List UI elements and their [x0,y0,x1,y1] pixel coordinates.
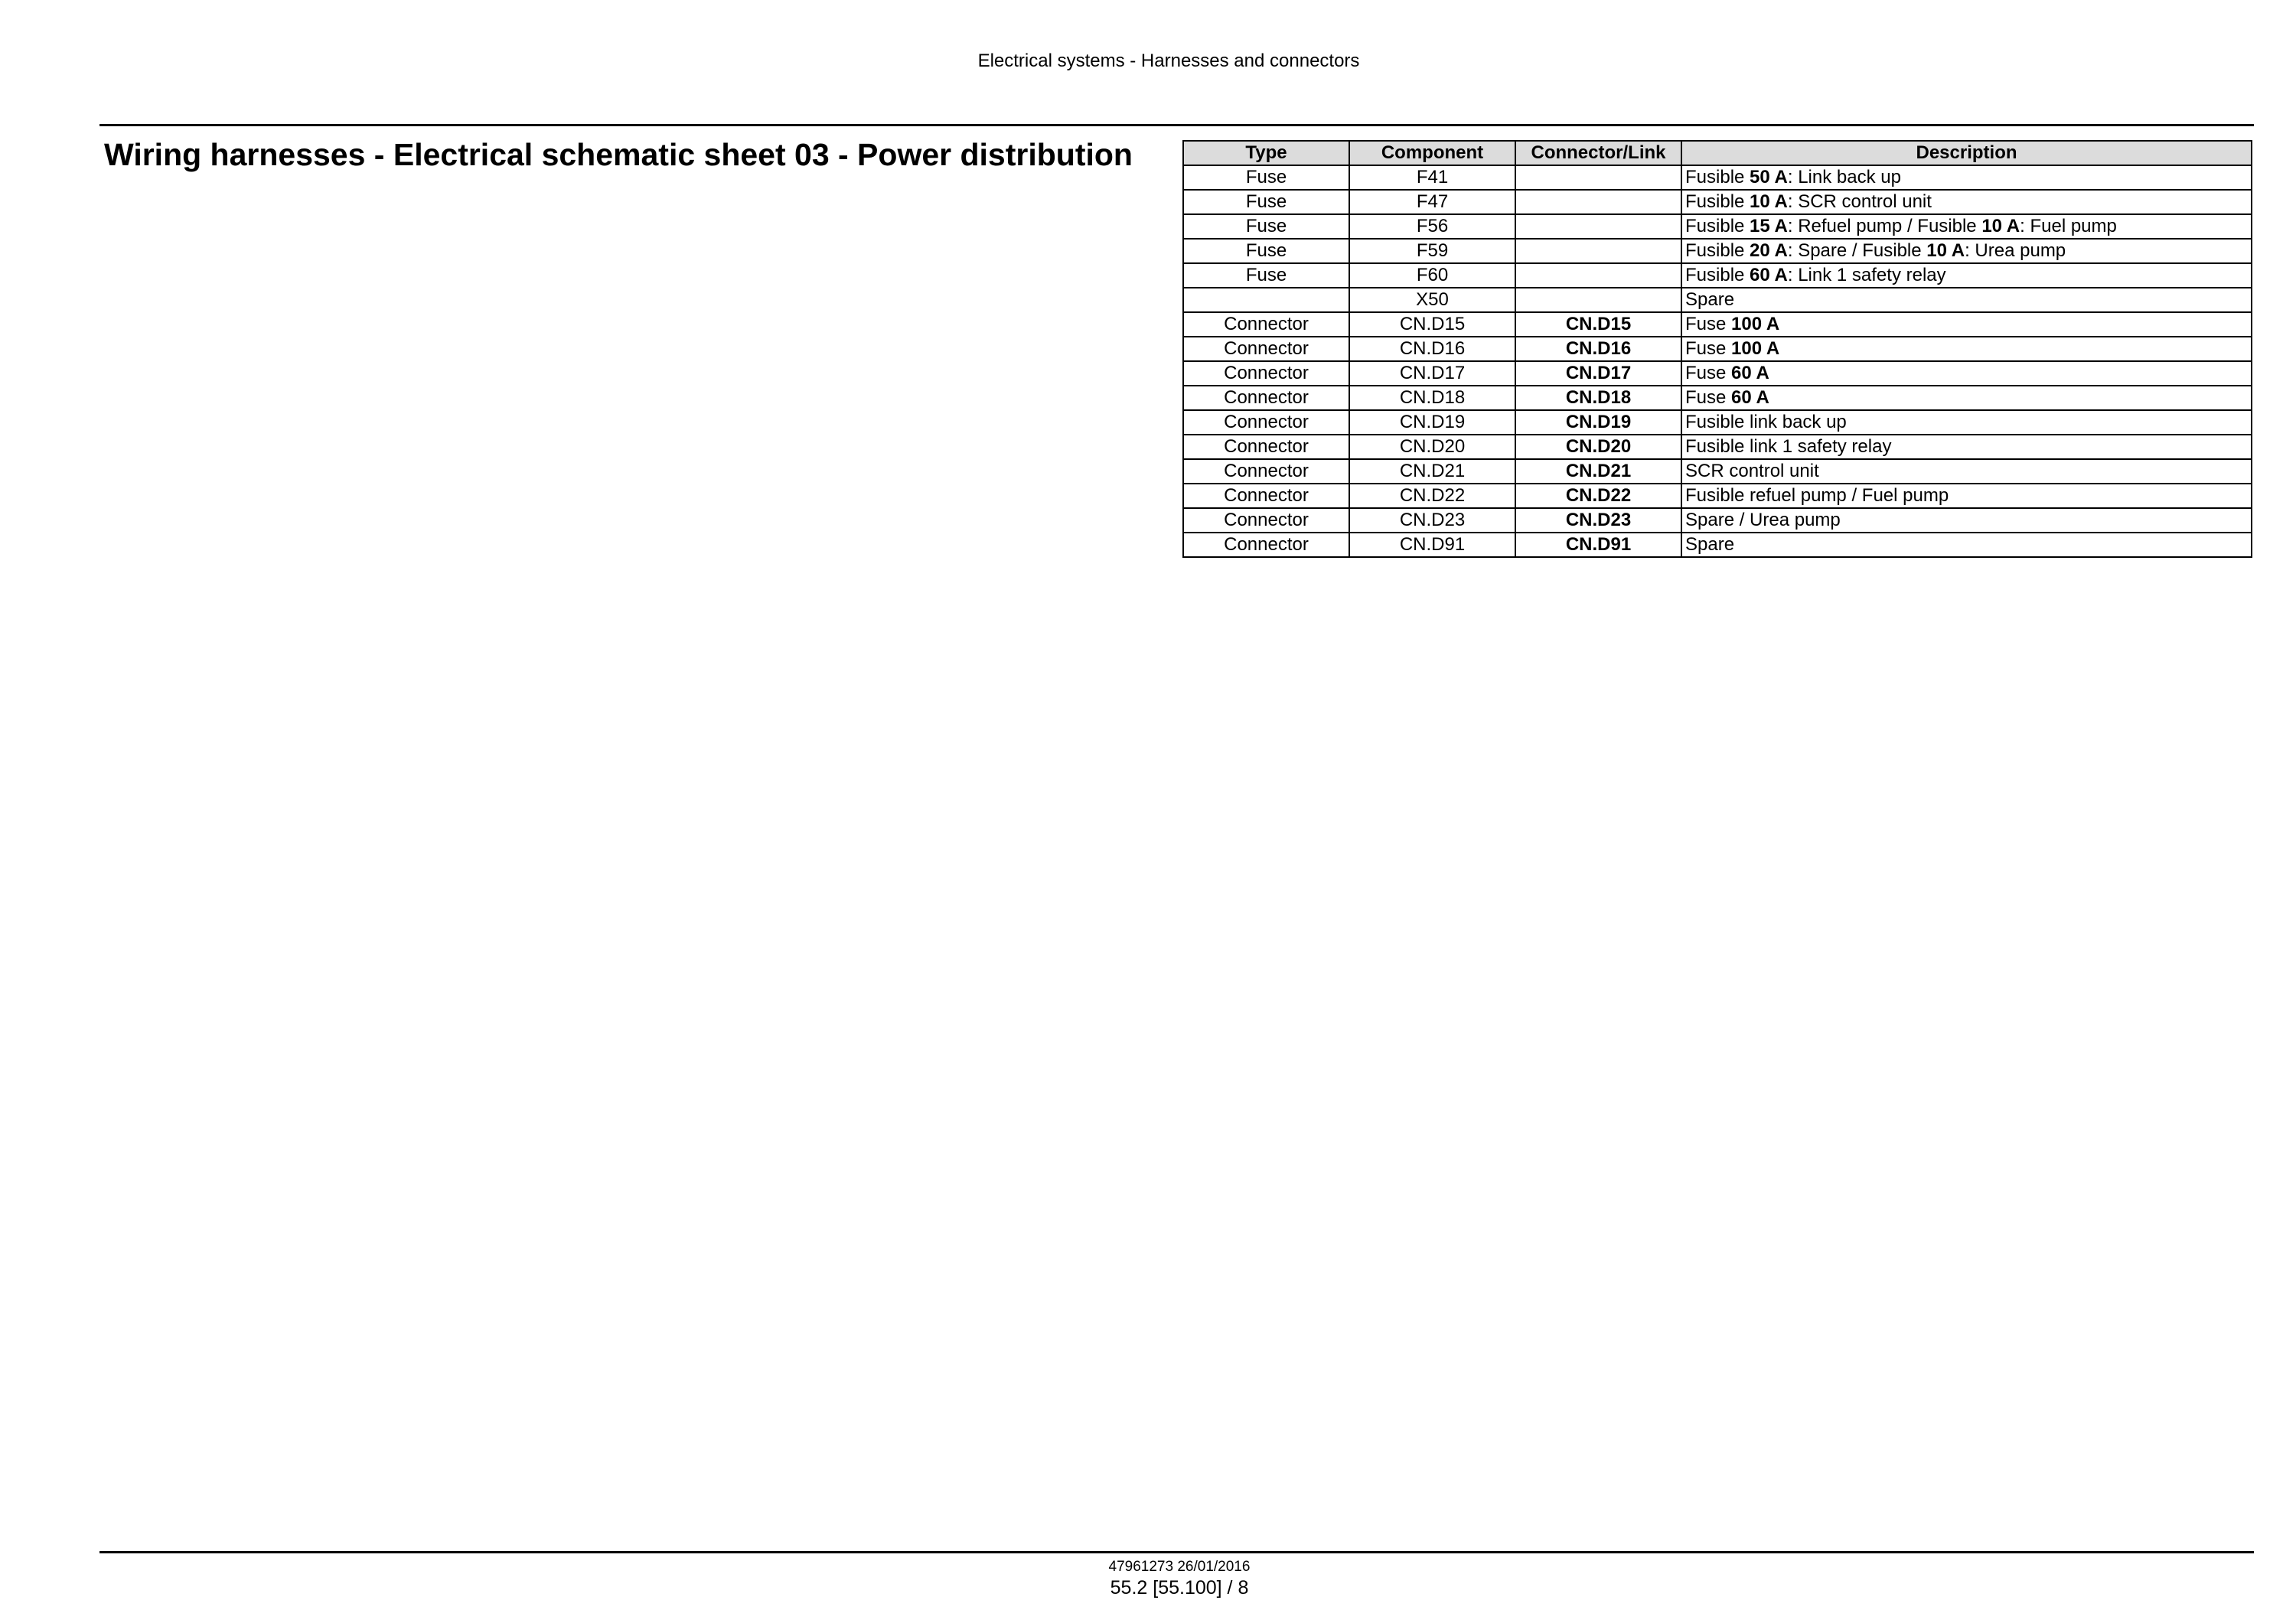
description-text: : Spare / Fusible [1787,240,1927,261]
cell-description [1681,288,2252,312]
description-value: 10 A [1926,240,1965,261]
cell-component: CN.D22 [1349,484,1515,508]
cell-component: F60 [1349,263,1515,288]
description-value: 20 A [1750,240,1788,261]
cell-connector-link [1515,190,1681,214]
description-text: Spare / Urea pump [1685,510,1841,530]
cell-description [1681,410,2252,435]
cell-connector-link: CN.D16 [1515,337,1681,361]
description-value: 60 A [1750,265,1788,285]
cell-description [1681,484,2252,508]
table-row [1183,288,2252,312]
cell-type: Connector [1183,337,1349,361]
cell-connector-link: CN.D15 [1515,312,1681,337]
table-row [1183,214,2252,239]
cell-connector-link [1515,214,1681,239]
cell-description [1681,165,2252,190]
description-text: Fusible link 1 safety relay [1685,436,1892,457]
description-text: : Link back up [1787,167,1901,187]
cell-component: F47 [1349,190,1515,214]
cell-connector-link [1515,288,1681,312]
cell-component: CN.D15 [1349,312,1515,337]
table-row [1183,312,2252,337]
table-row [1183,190,2252,214]
description-text: Spare [1685,289,1735,310]
description-value: 10 A [1750,191,1788,212]
table-row [1183,263,2252,288]
cell-description [1681,508,2252,533]
cell-connector-link [1515,239,1681,263]
description-text: Fuse [1685,314,1732,334]
table-row [1183,508,2252,533]
page-title: Wiring harnesses - Electrical schematic sheet 03 - Power distribution [104,137,1133,172]
cell-type: Fuse [1183,263,1349,288]
column-header-component: Component [1349,141,1515,165]
table-body [1183,165,2252,557]
description-text: Fusible link back up [1685,412,1847,432]
table-row [1183,239,2252,263]
footer-page-reference: 55.2 [55.100] / 8 [1110,1577,1249,1599]
cell-type: Fuse [1183,214,1349,239]
description-value: 60 A [1731,387,1769,408]
cell-component: CN.D19 [1349,410,1515,435]
cell-connector-link: CN.D23 [1515,508,1681,533]
cell-description [1681,386,2252,410]
footer-document-reference: 47961273 26/01/2016 [1108,1559,1251,1575]
cell-type: Connector [1183,312,1349,337]
description-value: 10 A [1981,216,2020,236]
cell-description [1681,239,2252,263]
column-header-type: Type [1183,141,1349,165]
description-text: Fusible refuel pump / Fuel pump [1685,485,1949,506]
cell-component: X50 [1349,288,1515,312]
description-value: 15 A [1750,216,1788,236]
description-text: Fuse [1685,338,1732,359]
cell-type: Connector [1183,435,1349,459]
cell-connector-link: CN.D22 [1515,484,1681,508]
cell-description [1681,337,2252,361]
table-row [1183,337,2252,361]
description-value: 100 A [1731,338,1780,359]
description-text: Fusible [1685,167,1750,187]
footer-divider [99,1551,2254,1553]
description-value: 60 A [1731,363,1769,383]
component-table [1182,140,2252,558]
description-text: Fuse [1685,363,1732,383]
table-row [1183,459,2252,484]
description-text: : Link 1 safety relay [1787,265,1946,285]
description-text: Fusible [1685,265,1750,285]
description-text: Fusible [1685,191,1750,212]
cell-component: CN.D18 [1349,386,1515,410]
cell-component: F41 [1349,165,1515,190]
cell-type: Fuse [1183,190,1349,214]
cell-description [1681,263,2252,288]
cell-connector-link: CN.D20 [1515,435,1681,459]
cell-type: Connector [1183,386,1349,410]
cell-description [1681,190,2252,214]
cell-component: CN.D16 [1349,337,1515,361]
cell-type: Connector [1183,508,1349,533]
description-text: Fusible [1685,240,1750,261]
table-row [1183,484,2252,508]
description-value: 100 A [1731,314,1780,334]
cell-component: F59 [1349,239,1515,263]
cell-description [1681,214,2252,239]
table-row [1183,361,2252,386]
description-text: : Fuel pump [2020,216,2117,236]
description-text: : Urea pump [1965,240,2066,261]
cell-connector-link: CN.D91 [1515,533,1681,557]
table-row [1183,533,2252,557]
cell-connector-link [1515,165,1681,190]
cell-connector-link: CN.D18 [1515,386,1681,410]
cell-component: CN.D17 [1349,361,1515,386]
cell-type [1183,288,1349,312]
cell-component: CN.D20 [1349,435,1515,459]
table-header-row [1183,141,2252,165]
description-text: : SCR control unit [1787,191,1932,212]
cell-connector-link: CN.D19 [1515,410,1681,435]
table-row [1183,386,2252,410]
cell-connector-link: CN.D17 [1515,361,1681,386]
description-text: Fuse [1685,387,1732,408]
cell-component: CN.D23 [1349,508,1515,533]
table-row [1183,435,2252,459]
table-row [1183,410,2252,435]
column-header-description: Description [1681,141,2252,165]
description-text: Fusible [1685,216,1750,236]
cell-type: Fuse [1183,165,1349,190]
cell-connector-link: CN.D21 [1515,459,1681,484]
cell-type: Connector [1183,484,1349,508]
cell-description [1681,361,2252,386]
cell-component: CN.D91 [1349,533,1515,557]
cell-connector-link [1515,263,1681,288]
header-divider [99,124,2254,126]
cell-type: Connector [1183,459,1349,484]
cell-type: Fuse [1183,239,1349,263]
description-text: Spare [1685,534,1735,555]
cell-type: Connector [1183,533,1349,557]
column-header-connector-link: Connector/Link [1515,141,1681,165]
cell-component: F56 [1349,214,1515,239]
description-text: : Refuel pump / Fusible [1787,216,1982,236]
cell-description [1681,459,2252,484]
table-row [1183,165,2252,190]
cell-description [1681,533,2252,557]
running-header: Electrical systems - Harnesses and connectors [977,51,1360,71]
cell-description [1681,435,2252,459]
cell-type: Connector [1183,361,1349,386]
cell-type: Connector [1183,410,1349,435]
description-text: SCR control unit [1685,461,1819,481]
description-value: 50 A [1750,167,1788,187]
cell-component: CN.D21 [1349,459,1515,484]
cell-description [1681,312,2252,337]
